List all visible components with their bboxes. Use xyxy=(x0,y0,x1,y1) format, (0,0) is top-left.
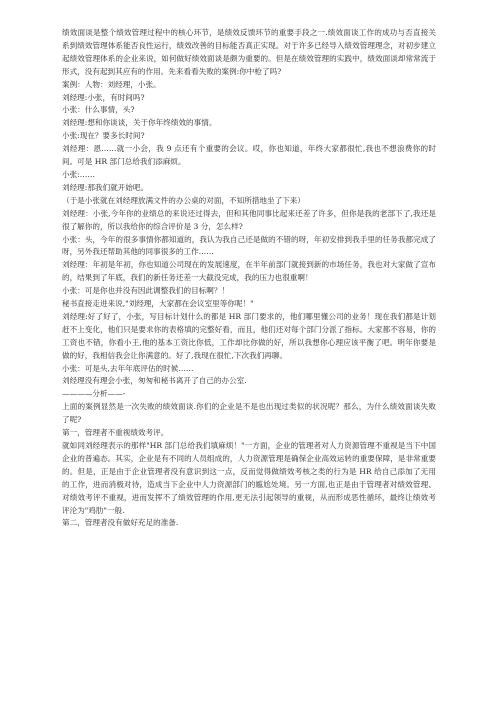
dialogue-line: 刘经理：年初是年初，你也知道公司现在的发展速度，在半年前部门就接到新的市场任务，我也对大家做了宣布的，结果到了年底，我们的新任务还差一大截没完成，我的压力也很重啊！ xyxy=(62,260,436,283)
dialogue-line: 小张:现在？要多长时间? xyxy=(62,131,145,141)
analysis-paragraph: 就如同刘经理表示的那样"HR 部门总给我们填麻烦！"一方面，企业的管理者对人力资源管理不重视是当下中国企业的普遍态。其实，企业是有不同的人员组成的，人力资源管理是确保企业高效运转的重要保障，是非常重要的。但是，正是由于企业管理者没有意识到这一点，反而觉得做绩效考核之类的行为是 HR 给自己添加了无用的工作，进而消极对待，造成当下企业中人力资源部门的尴尬处境。另一方面,也正是由于管理者对绩效管理、对绩效考评不重视，进而发挥不了绩效管理的作用,更无法引起领导的重视，从而形成恶性循环，最终让绩效考评沦为"鸡肋"一般. xyxy=(62,441,436,515)
intro-paragraph: 绩效面谈是整个绩效管理过程中的核心环节，是绩效反馈环节的重要手段之一.绩效面谈工作的成功与否直接关系到绩效管理体系能否良性运行，绩效改善的目标能否真正实现。对于许多已经导入绩效管理理念，对初步建立起绩效管理体系的企业来说，如何做好绩效面谈是颇为重要的。但是在绩效管理的实践中，绩效面谈却常常流于形式，没有起到其应有的作用。先来看看失败的案例:你中枪了吗? xyxy=(62,28,436,76)
dialogue-line: 小张：可是你也并没有因此调整我们的目标啊？！ xyxy=(62,286,230,296)
dialogue-line: 刘经理:小张，有时间吗? xyxy=(62,92,145,102)
dialogue-line: 小张：头，今年的很多事情你都知道的，我认为我自己还是做的不错的呀，年初安排到我手里的任务我都完成了呀，另外我还帮助其他的同事很多的工作…… xyxy=(62,234,436,257)
point-heading: 第一，管理者不重视绩效考评。 xyxy=(62,428,169,438)
dialogue-line: 秘书直接走进来说,"刘经理，大家都在会议室里等你呢！" xyxy=(62,299,254,309)
point-heading: 第二，管理者没有做好充足的准备. xyxy=(62,518,179,528)
dialogue-line: 小张:…… xyxy=(62,169,95,179)
dialogue-line: 小张：可是头,去年年底评估的时候…… xyxy=(62,363,194,373)
analysis-paragraph: 上面的案例显然是一次失败的绩效面谈.你们的企业是不是也出现过类似的状况呢？那么，为什么绩效面谈失败了呢? xyxy=(62,402,436,425)
narration-line: （于是小张就在刘经理放满文件的办公桌的对面，不知所措地坐了下来） xyxy=(62,195,305,205)
dialogue-line: 刘经理:想和你谈谈，关于你年终绩效的事情。 xyxy=(62,118,217,128)
dialogue-line: 刘经理:好了好了，小张，写目标计划什么的都是 HR 部门要求的，他们哪里懂公司的业务！现在我们都是计划赶不上变化，他们只是要求你的表格填的完整好看，而且，他们还对每个部门分派了指标。大家都不容易，你的工资也不错，你看小王,他的基本工资比你低，工作却比你做的好，所以我想你心理应该平衡了吧。明年你要是做的好，我相信我会让你满意的。好了,我现在很忙,下次我们再聊。 xyxy=(62,311,436,360)
case-heading: 案例：人物：刘经理，小张。 xyxy=(62,79,161,89)
analysis-separator: ————分析——- xyxy=(62,389,126,399)
dialogue-line: 刘经理没有理会小张，匆匆和秘书离开了自己的办公室. xyxy=(62,376,247,386)
dialogue-line: 小张：什么事情，头? xyxy=(62,105,135,115)
dialogue-line: 刘经理：恩……就一小会，我 9 点还有个重要的会议。哎，你也知道，年终大家都很忙,我也不想浪费你的时间。可是 HR 部门总给我们添麻烦。 xyxy=(62,144,436,167)
dialogue-line: 刘经理:那我们就开始吧。 xyxy=(62,182,149,192)
dialogue-line: 刘经理：小张,今年你的业绩总的来说还过得去，但和其他同事比起来还差了许多，但你是我的老部下了,我还是很了解你的，所以我给你的综合评价是 3 分，怎么样? xyxy=(62,208,436,231)
